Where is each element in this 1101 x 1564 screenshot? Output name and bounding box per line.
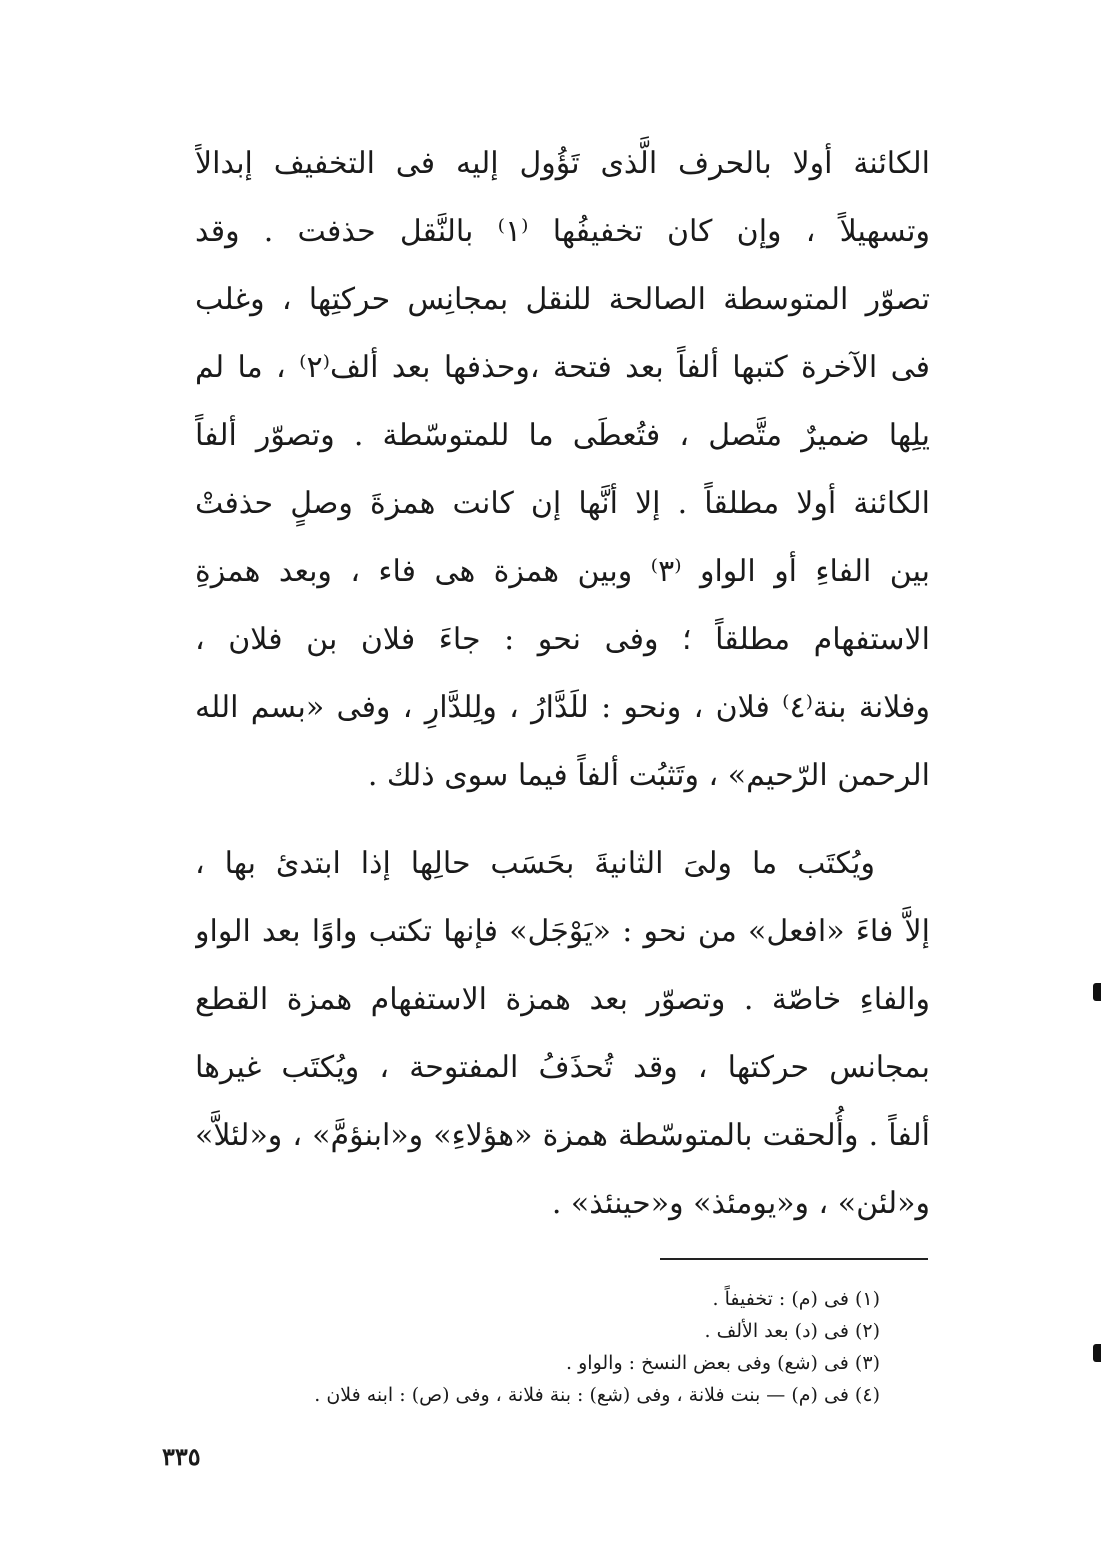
text-line: الاستفهام مطلقاً ؛ وفى نحو : جاءَ فلان بن فلان ، — [195, 622, 930, 657]
footnote: (١) فى (م) : تخفيفاً . — [712, 1288, 880, 1310]
footnote: (٣) فى (شع) وفى بعض النسخ : والواو . — [566, 1352, 880, 1374]
footnote-separator — [660, 1258, 928, 1260]
text-line: الكائنة أولا بالحرف الَّذى تَؤُول إليه فى التخفيف إبدالاً — [195, 146, 930, 181]
page-number: ٣٣٥ — [162, 1442, 201, 1471]
text-line: الكائنة أولا مطلقاً . إلا أنَّها إن كانت همزةَ وصلٍ حذفتْ — [195, 486, 930, 521]
text-line: إلاَّ فاءَ «افعل» من نحو : «يَوْجَل» فإنها تكتب واوًا بعد الواو — [195, 914, 930, 949]
text-line: ويُكتَب ما ولىَ الثانيةَ بحَسَب حالِها إذا ابتدئ بها ، — [195, 846, 875, 881]
text-line: وتسهيلاً ، وإن كان تخفيفُها ⁽١⁾ بالنَّقل حذفت . وقد — [195, 214, 930, 249]
text-line: بمجانس حركتها ، وقد تُحذَفُ المفتوحة ، ويُكتَب غيرها — [195, 1050, 930, 1085]
binding-mark — [1093, 1344, 1101, 1362]
text-line: والفاءِ خاصّة . وتصوّر بعد همزة الاستفهام همزة القطع — [195, 982, 930, 1017]
footnote: (٢) فى (د) بعد الألف . — [704, 1320, 880, 1342]
footnotes — [260, 1283, 880, 1411]
text-line: ألفاً . وأُلحقت بالمتوسّطة همزة «هؤلاءِ» و«ابنؤمَّ» ، و«لئلاَّ» — [195, 1118, 930, 1153]
text-line: و«لئن» ، و«يومئذ» و«حينئذ» . — [551, 1186, 930, 1221]
text-line: بين الفاءِ أو الواو ⁽٣⁾ وبين همزة هى فاء ، وبعد همزةِ — [195, 554, 930, 589]
text-line: تصوّر المتوسطة الصالحة للنقل بمجانِس حركتِها ، وغلب — [195, 282, 930, 317]
text-line: يلِها ضميرٌ متَّصل ، فتُعطَى ما للمتوسّطة . وتصوّر ألفاً — [195, 418, 930, 453]
main-text — [195, 130, 930, 1238]
binding-mark — [1093, 983, 1101, 1001]
text-line: الرحمن الرّحيم» ، وتَثبُت ألفاً فيما سوى ذلك . — [367, 758, 930, 793]
text-line: فى الآخرة كتبها ألفاً بعد فتحة ،وحذفها بعد ألف⁽٢⁾ ، ما لم — [195, 350, 930, 385]
paragraph-gap — [195, 810, 930, 830]
footnote: (٤) فى (م) — بنت فلانة ، وفى (شع) : بنة فلانة ، وفى (ص) : ابنه فلان . — [314, 1384, 880, 1406]
text-line: وفلانة بنة⁽٤⁾ فلان ، ونحو : للَدَّارُ ، ولِلدَّارِ ، وفى «بسم الله — [195, 690, 930, 725]
